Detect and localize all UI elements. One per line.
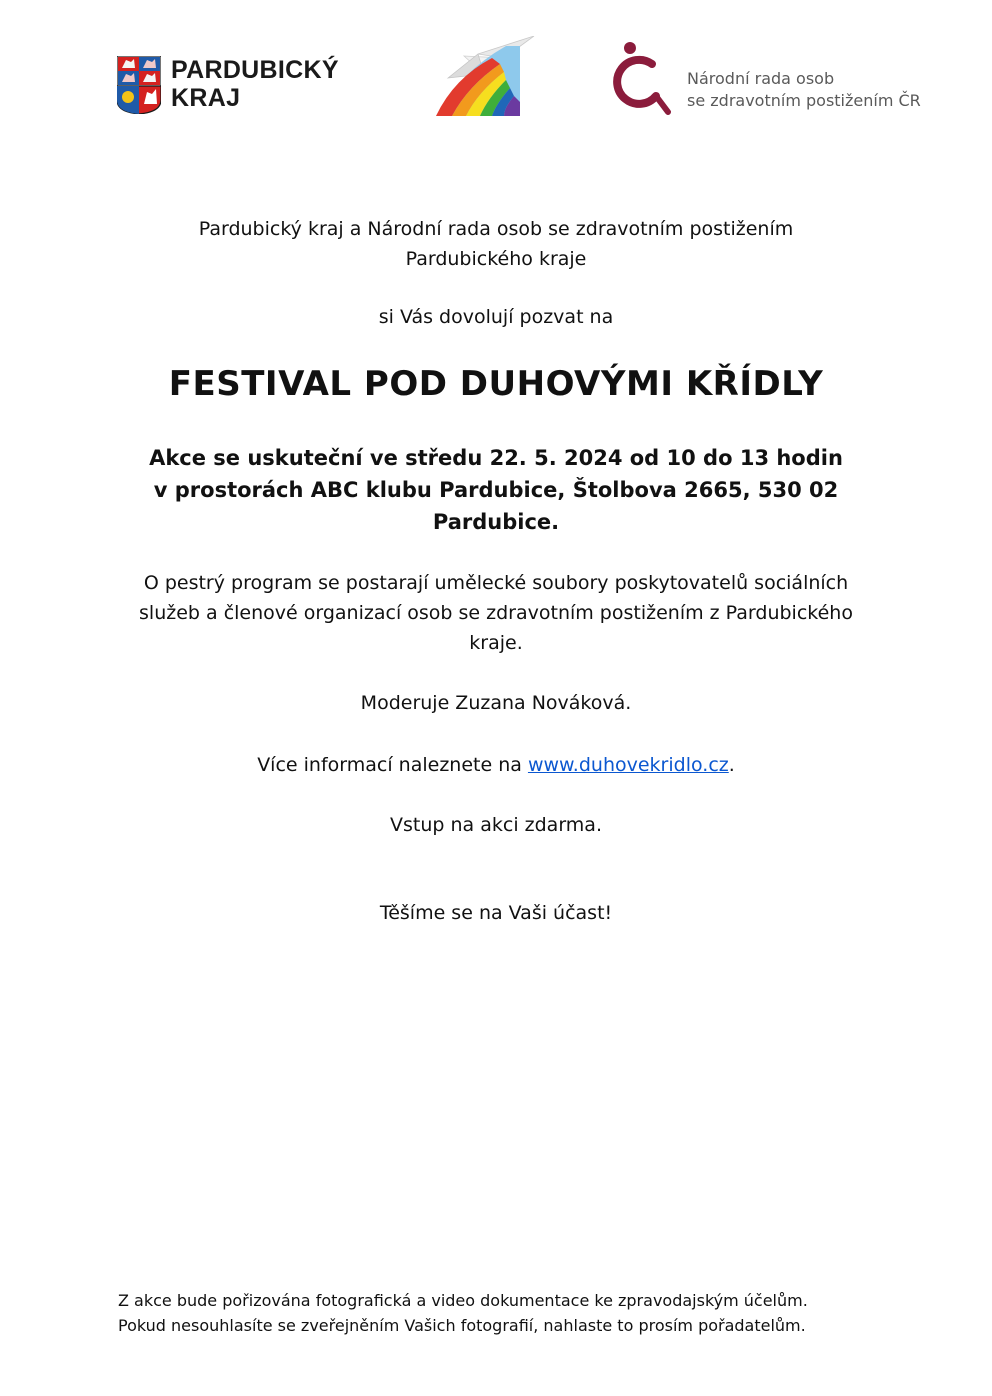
info-suffix: .	[728, 754, 735, 776]
program-line-2: služeb a členové organizací osob se zdravotním postižením z Pardubického	[139, 602, 853, 624]
intro-paragraph	[110, 214, 882, 274]
details-line-3: Pardubice.	[432, 510, 560, 534]
nrzp-wordmark	[687, 68, 921, 112]
program-line-3: kraje.	[469, 632, 523, 654]
moderator-line: Moderuje Zuzana Nováková.	[360, 692, 632, 714]
nrzp-logo-line2: se zdravotním postižením ČR	[687, 91, 921, 110]
details-line-1: Akce se uskuteční ve středu 22. 5. 2024 od 10 do 13 hodin	[149, 446, 843, 470]
rainbow-wing-icon	[434, 36, 538, 118]
page-header	[0, 0, 992, 140]
nrzp-logo	[612, 38, 942, 118]
pk-logo-line1: PARDUBICKÝ	[171, 56, 339, 84]
info-prefix: Více informací naleznete na	[257, 754, 522, 776]
free-entry-line: Vstup na akci zdarma.	[390, 814, 602, 836]
intro-line-1: Pardubický kraj a Národní rada osob se zdravotním postižením	[198, 218, 794, 240]
program-paragraph	[110, 568, 882, 658]
program-line-1: O pestrý program se postarají umělecké soubory poskytovatelů sociálních	[143, 572, 849, 594]
nrzp-logo-line1: Národní rada osob	[687, 69, 835, 88]
closing-line: Těšíme se na Vaši účast!	[379, 902, 613, 924]
photo-disclaimer	[118, 1288, 898, 1338]
invitation-body	[110, 214, 882, 928]
event-details	[110, 442, 882, 538]
pardubicky-kraj-wordmark	[171, 56, 339, 112]
nrzp-emblem-icon	[612, 38, 674, 118]
pardubicky-kraj-logo	[117, 56, 367, 116]
pk-logo-line2: KRAJ	[171, 84, 241, 112]
website-link[interactable]: www.duhovekridlo.cz	[527, 754, 729, 776]
invite-line: si Vás dovolují pozvat na	[378, 306, 614, 328]
event-title: FESTIVAL POD DUHOVÝMI KŘÍDLY	[168, 364, 824, 404]
details-line-2: v prostorách ABC klubu Pardubice, Štolbova 2665, 530 02	[153, 478, 839, 502]
more-info-line	[110, 750, 882, 780]
coat-of-arms-icon	[117, 56, 161, 114]
disclaimer-line-1: Z akce bude pořizována fotografická a video dokumentace ke zpravodajským účelům.	[118, 1291, 808, 1310]
disclaimer-line-2: Pokud nesouhlasíte se zveřejněním Vašich fotografií, nahlaste to prosím pořadatelům.	[118, 1316, 806, 1335]
intro-line-2: Pardubického kraje	[405, 248, 587, 270]
